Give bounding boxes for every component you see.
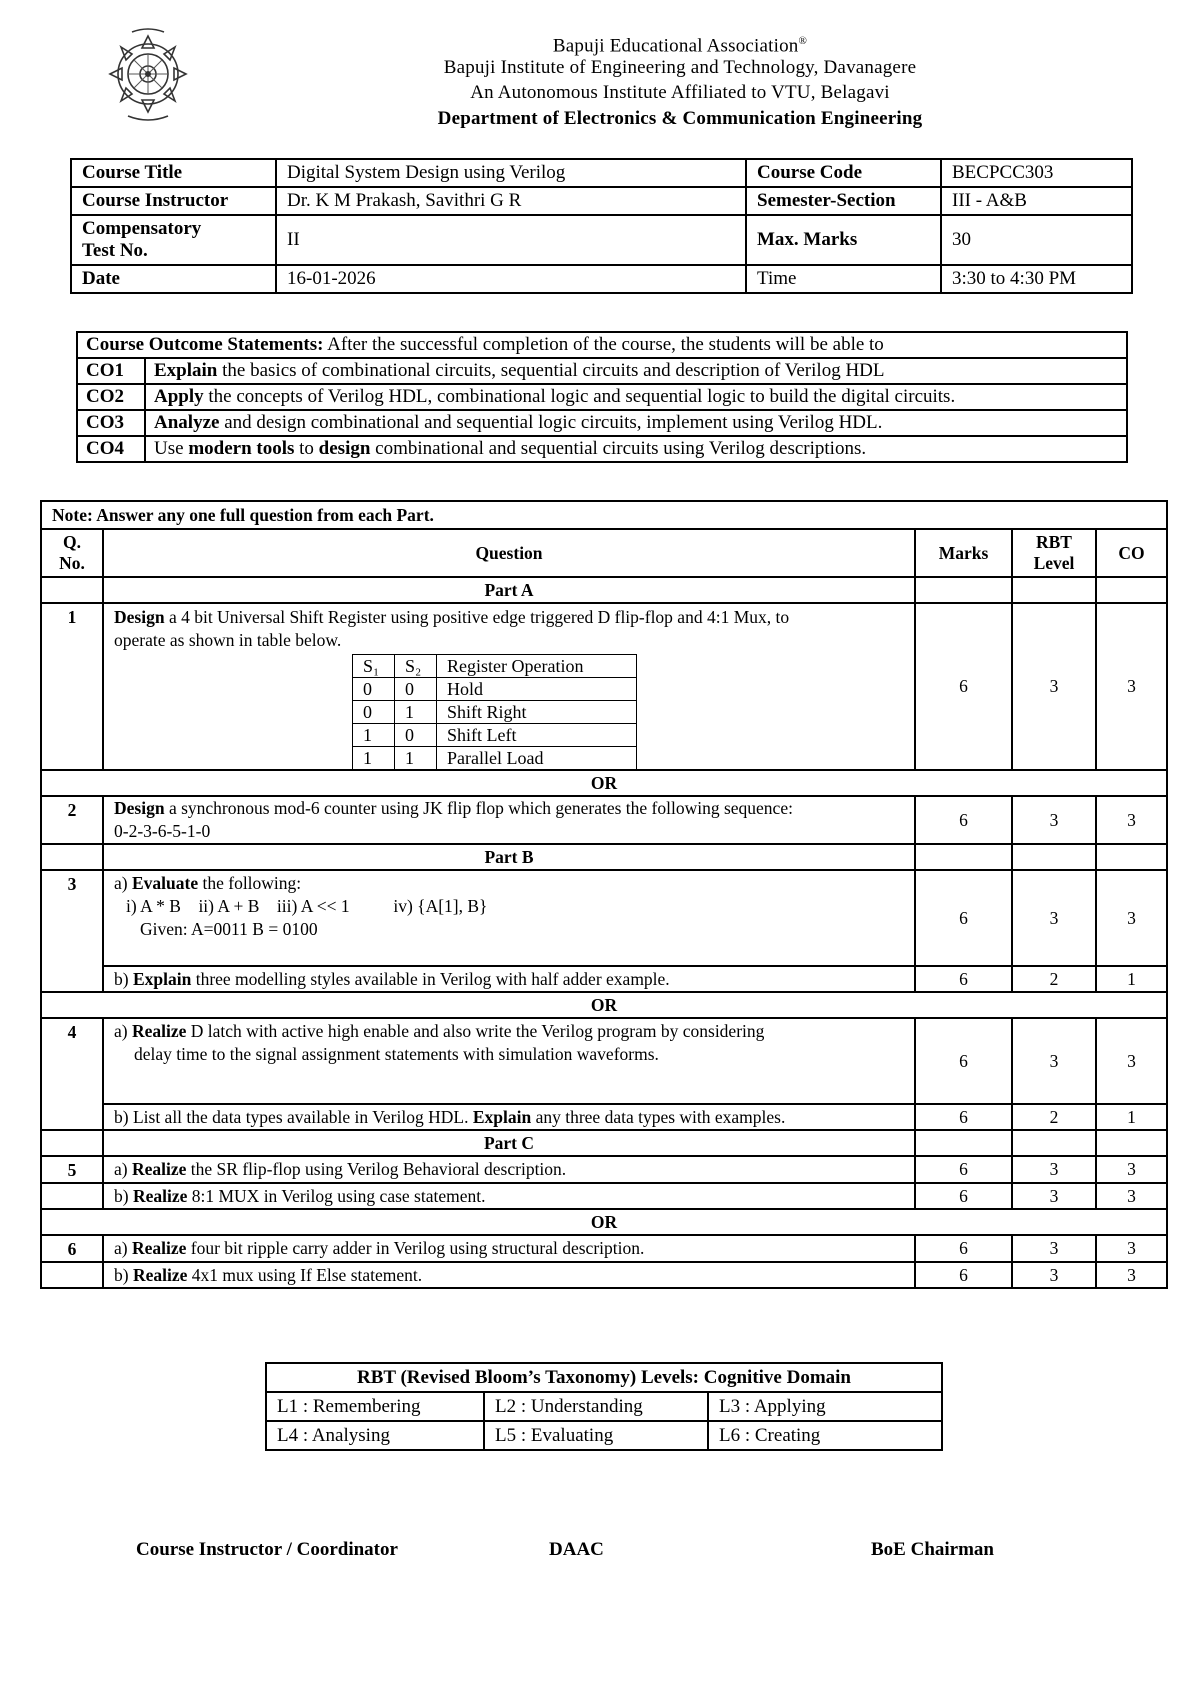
signature-instructor: Course Instructor / Coordinator	[136, 1539, 398, 1560]
co-value: 1	[1096, 1104, 1167, 1130]
s1-header: S₁	[353, 655, 395, 678]
question-label: a)	[114, 1159, 132, 1179]
question-label: b)	[114, 1264, 133, 1285]
table-row	[41, 501, 1167, 529]
question-line: any three data types with examples.	[531, 1106, 786, 1127]
question-text	[103, 1262, 915, 1288]
rbt-title: RBT (Revised Bloom’s Taxonomy) Levels: Cognitive Domain	[266, 1363, 942, 1392]
question-line: the SR flip-flop using Verilog Behavioral description.	[186, 1159, 567, 1179]
empty-cell	[1012, 577, 1096, 603]
empty-cell	[41, 1130, 103, 1156]
co-value: 1	[1096, 966, 1167, 992]
question-text	[103, 796, 915, 844]
rbt-value: 3	[1012, 1183, 1096, 1209]
operation-value: Shift Left	[437, 724, 637, 747]
question-number: 5	[41, 1156, 103, 1183]
table-row	[41, 577, 1167, 603]
empty-cell	[41, 1183, 103, 1209]
qno-header	[41, 529, 103, 577]
question-verb: Realize	[131, 1238, 187, 1258]
signature-daac: DAAC	[549, 1539, 604, 1560]
semester-value: III - A&B	[941, 187, 1132, 215]
table-row	[353, 747, 637, 770]
rbt-value: 3	[1012, 1262, 1096, 1288]
co-statement	[145, 436, 1127, 462]
co-text: the concepts of Verilog HDL, combinational logic and sequential logic to build the digital circuits.	[203, 386, 956, 407]
question-header: Question	[103, 529, 915, 577]
table-row	[41, 1209, 1167, 1235]
test-no-label	[71, 215, 276, 265]
co-code: CO1	[77, 358, 145, 384]
co-text: Use	[154, 438, 189, 459]
rbt-header-line1: RBT	[1036, 532, 1072, 552]
institute-emblem-icon	[102, 26, 194, 126]
empty-cell	[1012, 1130, 1096, 1156]
rbt-level: L6 : Creating	[708, 1421, 942, 1450]
department-title: Department of Electronics & Communication Engineering	[437, 108, 923, 129]
s2-value: 0	[395, 724, 437, 747]
question-line: 8:1 MUX in Verilog using case statement.	[187, 1185, 486, 1206]
rbt-level: L3 : Applying	[708, 1392, 942, 1421]
s1-value: 1	[353, 724, 395, 747]
question-number: 6	[41, 1235, 103, 1262]
table-row	[266, 1363, 942, 1392]
association-name	[330, 29, 1030, 58]
co-verb: Analyze	[154, 412, 220, 433]
table-row	[41, 796, 1167, 844]
date-label: Date	[71, 265, 276, 293]
rbt-value: 3	[1012, 1235, 1096, 1262]
marks-value: 6	[915, 1104, 1012, 1130]
rbt-header-line2: Level	[1033, 553, 1075, 573]
table-row	[41, 1018, 1167, 1104]
table-row	[77, 358, 1127, 384]
question-verb: Explain	[472, 1106, 532, 1127]
marks-value: 6	[915, 603, 1012, 770]
course-info-table	[70, 158, 1133, 294]
question-label: a)	[114, 1021, 132, 1041]
test-label-line1: Compensatory	[82, 218, 202, 239]
table-row	[41, 1183, 1167, 1209]
s2-value: 1	[395, 701, 437, 724]
or-separator: OR	[41, 770, 1167, 796]
rbt-value: 3	[1012, 603, 1096, 770]
co-text: and design combinational and sequential logic circuits, implement using Verilog HDL.	[219, 412, 883, 433]
table-row	[41, 966, 1167, 992]
table-row	[41, 603, 1167, 770]
instructor-label: Course Instructor	[71, 187, 276, 215]
test-label-line2: Test No.	[82, 240, 148, 261]
question-number: 3	[41, 870, 103, 992]
rbt-value: 3	[1012, 870, 1096, 966]
operation-header: Register Operation	[437, 655, 637, 678]
table-header-row	[353, 655, 637, 678]
outcomes-heading-bold: Course Outcome Statements:	[86, 334, 324, 355]
marks-value: 6	[915, 870, 1012, 966]
co-code: CO2	[77, 384, 145, 410]
table-row	[41, 870, 1167, 966]
max-marks-value: 30	[941, 215, 1132, 265]
question-verb: Realize	[132, 1264, 188, 1285]
semester-label: Semester-Section	[746, 187, 941, 215]
table-header-row	[41, 529, 1167, 577]
empty-cell	[1096, 844, 1167, 870]
co-verb: modern tools	[188, 438, 295, 459]
table-row	[266, 1392, 942, 1421]
co-value: 3	[1096, 1235, 1167, 1262]
table-row	[71, 265, 1132, 293]
instructor-value: Dr. K M Prakash, Savithri G R	[276, 187, 746, 215]
date-value: 16-01-2026	[276, 265, 746, 293]
test-no-value: II	[276, 215, 746, 265]
course-code-label: Course Code	[746, 159, 941, 187]
co-header: CO	[1096, 529, 1167, 577]
co-statement	[145, 410, 1127, 436]
rbt-value: 2	[1012, 966, 1096, 992]
course-code-value: BECPCC303	[941, 159, 1132, 187]
question-line: three modelling styles available in Verilog with half adder example.	[191, 968, 670, 989]
question-label: b)	[114, 968, 133, 989]
qno-header-line1: Q.	[63, 532, 81, 552]
empty-cell	[41, 844, 103, 870]
empty-cell	[41, 1262, 103, 1288]
question-label: b)	[114, 1185, 133, 1206]
co-value: 3	[1096, 796, 1167, 844]
co-code: CO3	[77, 410, 145, 436]
operation-value: Shift Right	[437, 701, 637, 724]
question-text	[103, 966, 915, 992]
marks-value: 6	[915, 1183, 1012, 1209]
question-line: Given: A=0011 B = 0100	[140, 919, 318, 939]
registered-mark: ®	[798, 35, 808, 47]
rbt-value: 2	[1012, 1104, 1096, 1130]
institute-name: Bapuji Institute of Engineering and Technology, Davanagere	[443, 57, 917, 78]
rbt-level: L4 : Analysing	[266, 1421, 484, 1450]
marks-value: 6	[915, 1156, 1012, 1183]
co-text: the basics of combinational circuits, sequential circuits and description of Verilog HDL	[217, 360, 885, 381]
table-row	[77, 384, 1127, 410]
empty-cell	[41, 577, 103, 603]
question-text	[103, 1183, 915, 1209]
question-text	[103, 1235, 915, 1262]
question-text	[103, 603, 915, 770]
question-verb: Explain	[132, 968, 192, 989]
table-row	[71, 159, 1132, 187]
s1-value: 1	[353, 747, 395, 770]
question-verb: Design	[114, 607, 165, 627]
question-verb: Design	[114, 798, 165, 818]
table-row	[266, 1421, 942, 1450]
co-statement	[145, 384, 1127, 410]
co-value: 3	[1096, 1262, 1167, 1288]
table-row	[353, 724, 637, 747]
question-line: four bit ripple carry adder in Verilog using structural description.	[186, 1238, 645, 1258]
marks-value: 6	[915, 796, 1012, 844]
question-label: a)	[114, 1238, 132, 1258]
rbt-header	[1012, 529, 1096, 577]
question-line: b) List all the data types available in Verilog HDL.	[114, 1106, 473, 1127]
co-code: CO4	[77, 436, 145, 462]
max-marks-label: Max. Marks	[746, 215, 941, 265]
co-value: 3	[1096, 603, 1167, 770]
question-table	[40, 500, 1168, 1289]
empty-cell	[915, 577, 1012, 603]
time-value: 3:30 to 4:30 PM	[941, 265, 1132, 293]
empty-cell	[1096, 1130, 1167, 1156]
time-label: Time	[746, 265, 941, 293]
question-verb: Realize	[131, 1159, 187, 1179]
table-row	[41, 1104, 1167, 1130]
note: Note: Answer any one full question from each Part.	[41, 501, 1167, 529]
table-row	[41, 770, 1167, 796]
or-separator: OR	[41, 1209, 1167, 1235]
co-value: 3	[1096, 1183, 1167, 1209]
table-row	[77, 436, 1127, 462]
question-verb: Realize	[131, 1021, 187, 1041]
table-row	[353, 701, 637, 724]
table-row	[77, 410, 1127, 436]
table-row	[71, 215, 1132, 265]
empty-cell	[915, 1130, 1012, 1156]
marks-value: 6	[915, 1262, 1012, 1288]
part-c-heading: Part C	[103, 1130, 915, 1156]
course-title-value: Digital System Design using Verilog	[276, 159, 746, 187]
table-row	[77, 332, 1127, 358]
question-text	[103, 1104, 915, 1130]
table-row	[41, 1130, 1167, 1156]
table-row	[71, 187, 1132, 215]
part-a-heading: Part A	[103, 577, 915, 603]
co-text: to	[294, 438, 319, 459]
affiliation: An Autonomous Institute Affiliated to VTU, Belagavi	[470, 82, 890, 103]
rbt-level: L2 : Understanding	[484, 1392, 708, 1421]
table-row	[41, 992, 1167, 1018]
s1-value: 0	[353, 678, 395, 701]
co-text: combinational and sequential circuits using Verilog descriptions.	[370, 438, 867, 459]
question-text	[103, 1156, 915, 1183]
operation-value: Hold	[437, 678, 637, 701]
question-number: 1	[41, 603, 103, 770]
association-text: Bapuji Educational Association	[552, 35, 799, 57]
question-line: D latch with active high enable and also write the Verilog program by considering	[186, 1021, 765, 1041]
question-text	[103, 1018, 915, 1104]
shift-register-table	[352, 654, 637, 769]
co-value: 3	[1096, 870, 1167, 966]
rbt-value: 3	[1012, 796, 1096, 844]
qno-header-line2: No.	[59, 553, 85, 573]
s2-value: 0	[395, 678, 437, 701]
empty-cell	[1012, 844, 1096, 870]
marks-value: 6	[915, 1018, 1012, 1104]
rbt-level: L1 : Remembering	[266, 1392, 484, 1421]
co-verb: Apply	[154, 386, 204, 407]
empty-cell	[915, 844, 1012, 870]
question-line: a 4 bit Universal Shift Register using positive edge triggered D flip-flop and 4:1 Mux, to	[164, 607, 790, 627]
course-title-label: Course Title	[71, 159, 276, 187]
marks-header: Marks	[915, 529, 1012, 577]
table-row	[41, 1262, 1167, 1288]
course-outcomes-table	[76, 331, 1128, 463]
question-text	[103, 870, 915, 966]
signature-boe: BoE Chairman	[871, 1539, 994, 1560]
co-value: 3	[1096, 1018, 1167, 1104]
question-line: the following:	[198, 873, 302, 893]
marks-value: 6	[915, 1235, 1012, 1262]
table-row	[41, 1156, 1167, 1183]
marks-value: 6	[915, 966, 1012, 992]
part-b-heading: Part B	[103, 844, 915, 870]
question-number: 2	[41, 796, 103, 844]
co-verb: design	[318, 438, 371, 459]
question-line: delay time to the signal assignment statements with simulation waveforms.	[134, 1044, 659, 1064]
co-value: 3	[1096, 1156, 1167, 1183]
question-label: a)	[114, 873, 132, 893]
rbt-value: 3	[1012, 1156, 1096, 1183]
question-number: 4	[41, 1018, 103, 1130]
co-verb: Explain	[154, 360, 218, 381]
question-line: operate as shown in table below.	[114, 630, 342, 650]
question-verb: Evaluate	[131, 873, 199, 893]
s1-value: 0	[353, 701, 395, 724]
question-line: 4x1 mux using If Else statement.	[187, 1264, 423, 1285]
question-line: i) A * B ii) A + B iii) A << 1 iv) {A[1], B}	[126, 896, 488, 916]
or-separator: OR	[41, 992, 1167, 1018]
empty-cell	[1096, 577, 1167, 603]
question-verb: Realize	[132, 1185, 188, 1206]
outcomes-heading-rest: After the successful completion of the course, the students will be able to	[323, 334, 884, 355]
operation-value: Parallel Load	[437, 747, 637, 770]
question-line: a synchronous mod-6 counter using JK flip flop which generates the following sequence:	[164, 798, 793, 818]
s2-header: S₂	[395, 655, 437, 678]
table-row	[41, 844, 1167, 870]
rbt-level: L5 : Evaluating	[484, 1421, 708, 1450]
question-line: 0-2-3-6-5-1-0	[114, 821, 211, 841]
rbt-value: 3	[1012, 1018, 1096, 1104]
outcomes-heading	[77, 332, 1127, 358]
table-row	[353, 678, 637, 701]
table-row	[41, 1235, 1167, 1262]
co-statement	[145, 358, 1127, 384]
s2-value: 1	[395, 747, 437, 770]
rbt-levels-table	[265, 1362, 943, 1451]
